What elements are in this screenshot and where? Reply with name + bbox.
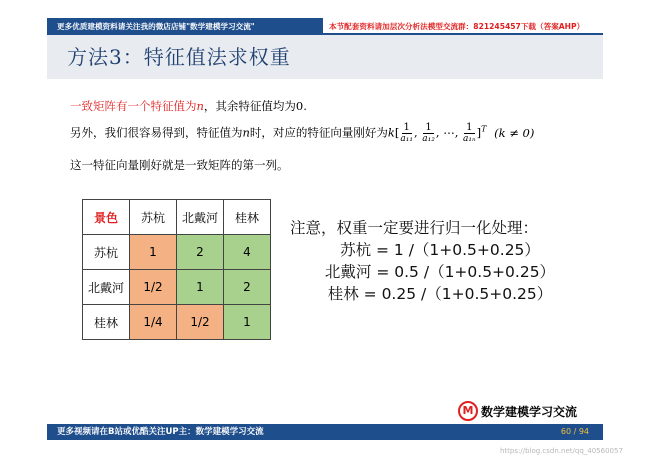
row-label: 北戴河 bbox=[83, 270, 130, 305]
fraction-3: $\frac{1}{\text{a₁ₙ}}$ bbox=[463, 122, 476, 144]
brand-logo bbox=[458, 401, 577, 421]
brand-name: 数学建模学习交流 bbox=[481, 404, 578, 419]
table-cell: 1/4 bbox=[130, 305, 177, 340]
transpose-mark: T bbox=[481, 124, 487, 134]
watermark-url: https://blog.csdn.net/qq_40560057 bbox=[500, 447, 623, 455]
banner-left-text: 更多优质建模资料请关注我的微店店铺"数学建模学习交流" bbox=[47, 18, 323, 35]
table-cell: 1/2 bbox=[177, 305, 224, 340]
footer-text: 更多视频请在B站或优酷关注UP主：数学建模学习交流 bbox=[57, 427, 264, 437]
table-header-cell: 苏杭 bbox=[130, 200, 177, 235]
line1-red-text: 一致矩阵有一个特征值为 bbox=[70, 99, 197, 113]
note-line-suhang: 苏杭 = 1 /（1+0.5+0.25） bbox=[340, 241, 540, 259]
slide-title: 方法3：特征值法求权重 bbox=[67, 45, 291, 69]
note-heading: 注意，权重一定要进行归一化处理： bbox=[290, 219, 539, 237]
normalization-note bbox=[290, 217, 590, 305]
table-cell: 1 bbox=[224, 305, 271, 340]
table-header-cell: 景色 bbox=[83, 200, 130, 235]
footer-bar bbox=[47, 424, 603, 440]
table-cell: 4 bbox=[224, 235, 271, 270]
table-row bbox=[83, 235, 271, 270]
table-cell: 2 bbox=[224, 270, 271, 305]
table-header-cell: 北戴河 bbox=[177, 200, 224, 235]
condition: (k ≠ 0) bbox=[494, 125, 535, 140]
line-1 bbox=[70, 98, 307, 114]
note-line-beidaihe: 北戴河 = 0.5 /（1+0.5+0.25） bbox=[324, 263, 556, 281]
line2-k: k bbox=[387, 125, 395, 140]
table-row bbox=[83, 305, 271, 340]
table-header-row bbox=[83, 200, 271, 235]
line-2: 另外，我们很容易得到，特征值为n时，对应的特征向量刚好为k[ $\frac{1}{\text{a₁₁}}$ , $\frac{1}{\text{a₁₂}}$ , ⋯, $\frac{1}{\text{a₁ₙ}}$ ]$^T$ (k ≠ 0) bbox=[70, 122, 535, 144]
m-logo-icon: M bbox=[458, 401, 478, 421]
row-label: 苏杭 bbox=[83, 235, 130, 270]
line2-mid: 时，对应的特征向量刚好为 bbox=[249, 125, 388, 140]
table-header-cell: 桂林 bbox=[224, 200, 271, 235]
top-banner bbox=[47, 18, 603, 35]
row-label: 桂林 bbox=[83, 305, 130, 340]
ellipsis: ⋯ bbox=[443, 125, 455, 140]
banner-right-text: 本节配套资料请加层次分析法模型交流群：821245457下载（答案AHP） bbox=[323, 18, 603, 35]
line2-prefix: 另外，我们很容易得到，特征值为 bbox=[70, 125, 243, 140]
fraction-2: $\frac{1}{\text{a₁₂}}$ bbox=[422, 122, 435, 144]
consistency-matrix-table bbox=[82, 199, 271, 340]
table-cell: 1 bbox=[130, 235, 177, 270]
line-3: 这一特征向量刚好就是一致矩阵的第一列。 bbox=[70, 158, 289, 172]
title-bar bbox=[47, 35, 603, 79]
note-line-guilin: 桂林 = 0.25 /（1+0.5+0.25） bbox=[327, 285, 553, 303]
line2-n: n bbox=[242, 125, 250, 140]
fraction-1: $\frac{1}{\text{a₁₁}}$ bbox=[400, 122, 413, 144]
table-cell: 2 bbox=[177, 235, 224, 270]
table-cell: 1/2 bbox=[130, 270, 177, 305]
line1-rest: ，其余特征值均为0. bbox=[203, 99, 307, 113]
page-number: 60 / 94 bbox=[560, 427, 589, 436]
line1-n: n bbox=[196, 99, 204, 113]
table-row bbox=[83, 270, 271, 305]
table-cell: 1 bbox=[177, 270, 224, 305]
